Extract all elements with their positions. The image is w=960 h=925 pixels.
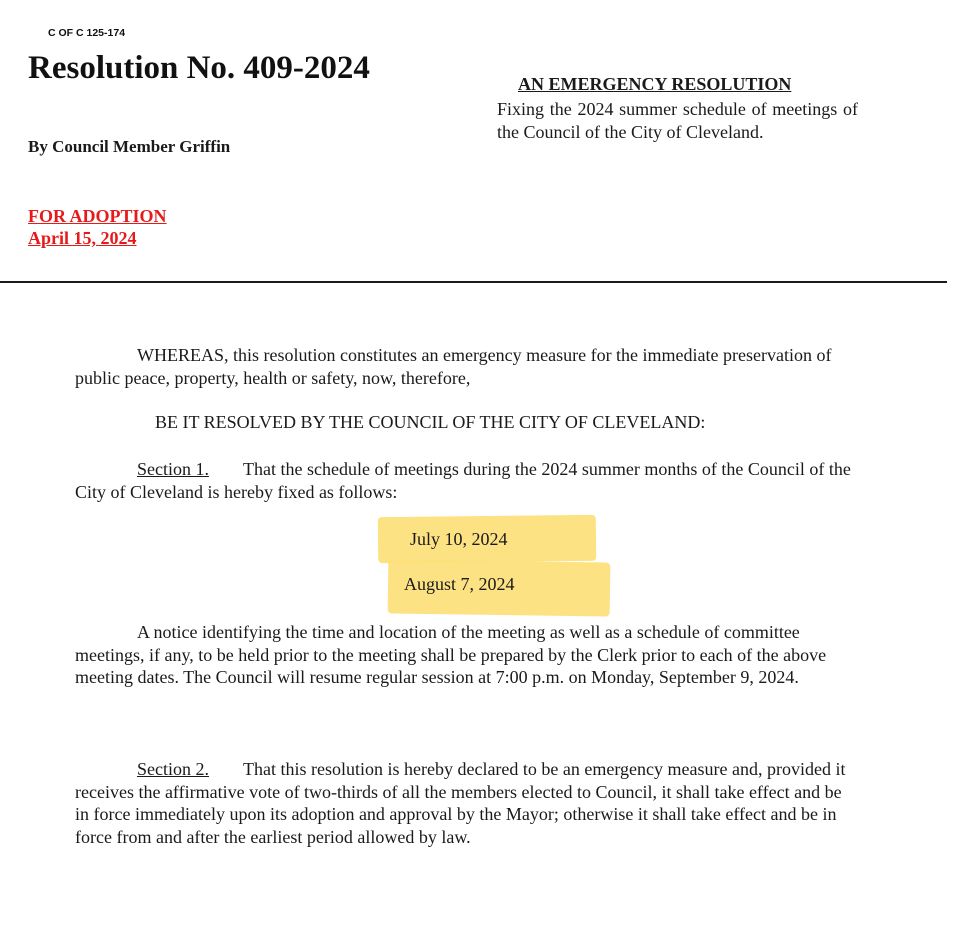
emergency-heading: AN EMERGENCY RESOLUTION <box>518 74 792 94</box>
adoption-label: FOR ADOPTION <box>28 206 167 226</box>
resolved-clause: BE IT RESOLVED BY THE COUNCIL OF THE CITY OF CLEVELAND: <box>155 412 706 432</box>
section-2-label: Section 2. <box>137 759 209 779</box>
sponsor-line: By Council Member Griffin <box>28 137 231 156</box>
header-divider <box>0 281 947 283</box>
meeting-date: August 7, 2024 <box>404 574 515 594</box>
section-1-label: Section 1. <box>137 459 209 479</box>
resolution-title: Resolution No. 409-2024 <box>28 50 370 86</box>
section-1-text: That the schedule of meetings during the 2024 summer months of the Council of the City of Cleveland is hereby fixed as follows: <box>75 459 851 502</box>
file-code: C OF C 125-174 <box>48 27 126 39</box>
section-2 <box>75 758 855 848</box>
whereas-clause: WHEREAS, this resolution constitutes an emergency measure for the immediate preservation of public peace, property, health or safety, now, therefore, <box>75 345 832 388</box>
adoption-date: April 15, 2024 <box>28 228 137 248</box>
meeting-date: July 10, 2024 <box>410 529 508 549</box>
section-2-text: That this resolution is hereby declared to be an emergency measure and, provided it receives the affirmative vote of two-thirds of all the members elected to Council, it shall take effect and be in force immediately upon its adoption and approval by the Mayor; otherwise it shall take effect and be in force from and after the earliest period allowed by law. <box>75 759 846 847</box>
section-1 <box>75 458 855 503</box>
notice-paragraph: A notice identifying the time and location of the meeting as well as a schedule of committee meetings, if any, to be held prior to the meeting shall be prepared by the Clerk prior to each of the above meeting dates. The Council will resume regular session at 7:00 p.m. on Monday, September 9, 2024. <box>75 622 827 687</box>
resolution-subject: Fixing the 2024 summer schedule of meetings of the Council of the City of Cleveland. <box>497 99 858 142</box>
